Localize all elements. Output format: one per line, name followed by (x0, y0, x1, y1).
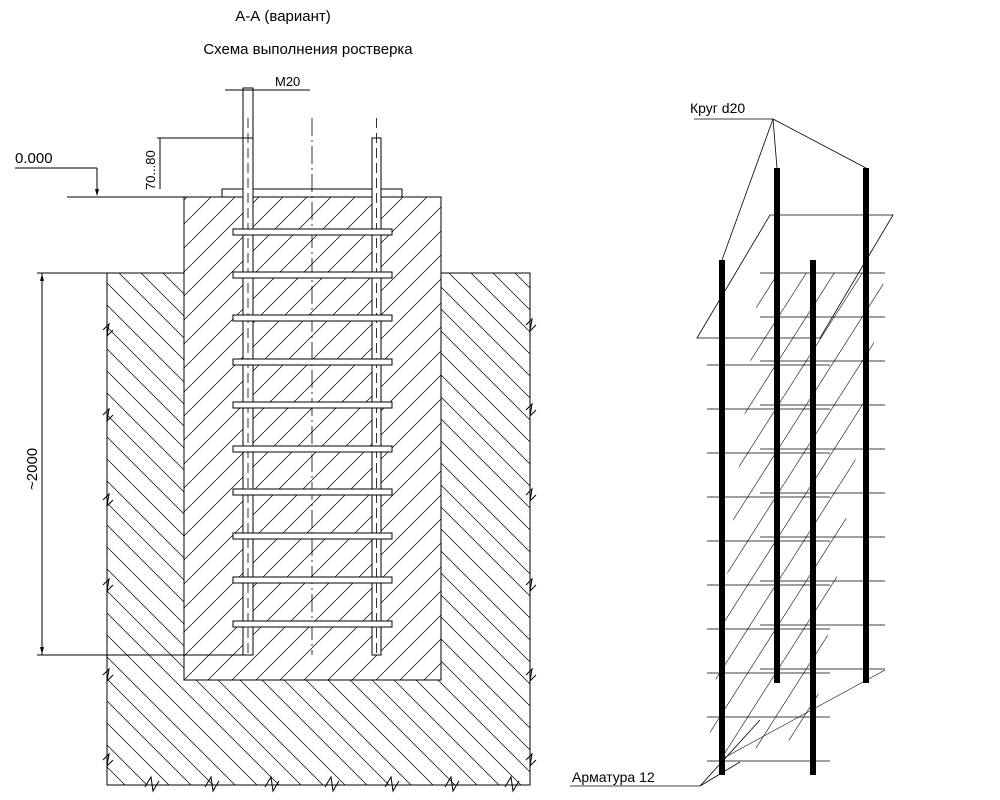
stirrup (233, 229, 392, 235)
stirrup (233, 359, 392, 365)
bolt-label: М20 (275, 74, 301, 89)
leader-line (773, 119, 866, 168)
drawing-title: А-А (вариант) (235, 8, 331, 25)
stirrup (233, 272, 392, 278)
stirrup (233, 315, 392, 321)
concrete-body (184, 197, 441, 680)
stirrup (233, 621, 392, 627)
stirrup (233, 533, 392, 539)
rebar-cage-isometric (570, 119, 893, 786)
stirrup (233, 402, 392, 408)
stirrup (233, 489, 392, 495)
round-bar-label: Круг d20 (690, 100, 746, 116)
leader-line (773, 119, 777, 168)
drawing-subtitle: Схема выполнения ростверка (203, 41, 413, 58)
stirrup (233, 577, 392, 583)
projection-label: 70...80 (143, 150, 158, 190)
depth-label: ~2000 (24, 447, 41, 490)
level-label: 0.000 (15, 150, 53, 167)
stirrup (233, 446, 392, 452)
leader-line (722, 119, 773, 260)
rebar-label: Арматура 12 (572, 769, 655, 785)
